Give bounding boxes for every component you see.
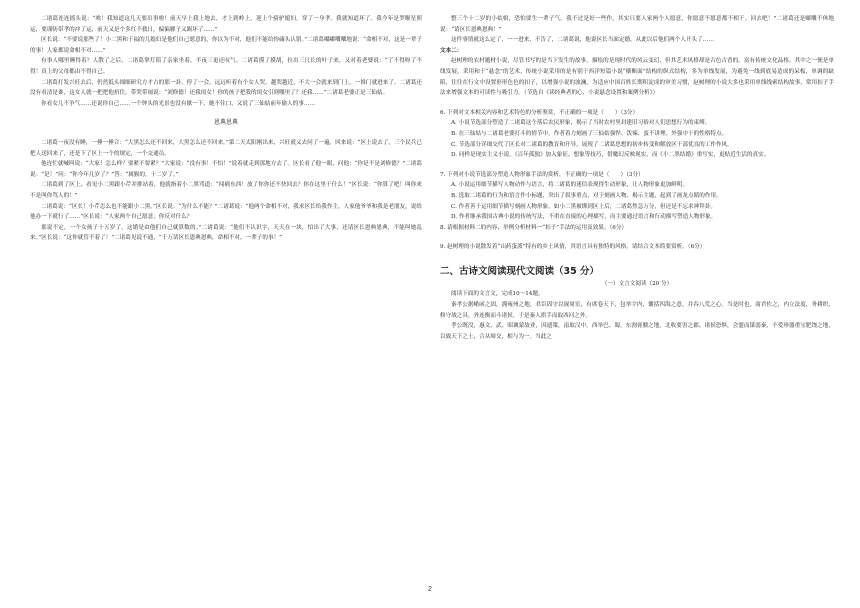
story-paragraph: 这件事情就这么定了，一一进来，不告了，二诸葛说，他说区长当面定婚，从此以后他们两个人开头了……	[451, 37, 714, 44]
story-paragraph: 你看女儿不争气……还说你自己……一个钟头的光景也没有歇一下，她不住口，又说了三仙姑前年偷人的事……	[41, 100, 316, 107]
material-label: 文本二：	[440, 47, 463, 54]
story-paragraph: 整三个十二岁的小姑娘，恐怕要生一辈子气。我不过是好一些作，其实只要人家两个人愿意，你愿意不愿意都不相干。回去吧！”二诸葛还是嘟囔不休地说：“请区长恩典恩典！”	[440, 16, 834, 33]
spacer	[440, 161, 834, 170]
story-paragraph: 二诸葛到了区上，看见小二黑跟小芹并排站着，他就指着小二黑骂道：“闯祸东西！放了你你还不快回去？你在这里干什么！”区长说：“你算了吧！叫你来不是叫你骂人的！”	[30, 182, 422, 199]
spacer	[30, 129, 422, 138]
story-paragraph: 有事人哪里睡得着？人散了之后，二诸葛掌灯陪了亲家坐着，半夜三更还叹气。二诸葛摸了摸胡，拉出三尺长的叶子来，又对着老婆说：“了不得呀了不得！真上的父母都由不得自己。	[30, 58, 422, 75]
question-option: B. 选取二诸葛的行为和语言作小标题，突出了叙事重点，对于刻画人物、揭示主题，起到了画龙点睛的作用。	[451, 192, 722, 199]
question-option: D. 作者继承我国古典小说的传统写法，不重在直接的心理描写，而主要通过语言和行动描写塑造人物形象。	[451, 214, 717, 221]
story-paragraph: 区长说：“不要说那些了！小二黑和于福的儿媳妇是他们自己愿意的，你以为不对，他们不能给你磕头认错。”二诸葛嘟嘟囔囔地说：“命相不对，这是一辈子的事！人家都说命相不对……”	[30, 37, 422, 54]
question-stem: 7. 下列对小说节选部分塑造人物形象手法的赏析，不正确的一项是（ ）（3分）	[440, 171, 644, 178]
material-paragraph: 赵树理的农村题材小说，尽管书写的是当下发生的故事，描绘的是现时代的风云变幻，但其艺术风格却是古色古香的，富有传统文化品格。其中之一便是单线发展，采用和于“悬念”的艺术，传统小说采用的是有别于西洋短篇小说“横断面”结构的纵式结构，多为单线发展，为避免一线到底易造成的呆板，单调的缺陷，往往在行文中设置形形色色的扣子，以增强小说的波澜。为适应中国百姓长期积淀成的审美习惯，赵树理的小说大多也采用单线线索结构故事，常用扣子手法来增强文本的可读性与吸引力。（节选自《读经典者的心，小说悬念设置和案例分析》）	[440, 58, 834, 97]
story-paragraph: 二诸葛说：“区长！小芹怎么也不能跟小二黑。”区长说：“为什么不能？”二诸葛说：“他两个命相不对，我求区长给我作主，人家他爷爷和我是老朋友，说给他办一下就行了……”区长说：“人家两个自己愿意，你反对什么？	[30, 203, 422, 221]
question-stem: 9. 赵树理的小说散发着“山药蛋派”特有的乡土风情，其语言具有独特的风格。请结合文本简要赏析。（6分）	[440, 244, 706, 251]
question-option: A. 小说运用细节描写人物动作与语言，将二诸葛的迷信表现得生动形象，让人物形象更加鲜明。	[451, 182, 688, 189]
question-option: B. 在三仙姑与二诸葛老婆打斗的情节中，作者着力刻画了三仙姑强悍、泼辣、蛮不讲理、外强中干的性格特点。	[451, 130, 728, 137]
question-stem: 6. 下列对文本相关内容和艺术特色的分析鉴赏，不正确的一项是（ ）（3分）	[440, 109, 639, 116]
spacer	[30, 109, 422, 118]
question-option: A. 小说节选部分塑造了二诸葛这个落后农民形象，揭示了当时农村里封建旧习俗对人们思想行为的束缚。	[451, 120, 711, 127]
spacer	[440, 99, 834, 108]
page-number: 2	[428, 586, 432, 593]
story-paragraph: 他连忙就喊叫说：“大家！怎么样？要紧不要紧？”大家说：“没有事！不怕！”说着就走到那地方去了。区长看了他一眼，问他：“你是不是刘修德？”二诸葛说：“是！”问：“你今年几岁了？”答：“属猴的，十二岁了。”	[30, 161, 422, 178]
subsection-heading: （一）文言文阅读（20 分）	[601, 280, 673, 287]
left-column	[30, 14, 422, 244]
classical-paragraph: 秦孝公据崤函之固，拥雍州之地，君臣固守以窥周室，有席卷天下，包举宇内，囊括四海之意，并吞八荒之心。当是时也，商君佐之，内立法度，务耕织，修守战之具，外连衡而斗诸侯。于是秦人拱手而取西河之外。	[440, 302, 834, 319]
classical-paragraph: 孝公既没，惠文、武、昭襄蒙故业，因遗策，南取汉中，西举巴、蜀，东割膏腴之地，北收要害之郡。诸侯恐惧，会盟而谋弱秦，不爱珍器重宝肥饶之地，以致天下之士，合从缔交，相与为一。当此之	[440, 323, 834, 340]
section-subtitle: 恩典恩典	[213, 119, 238, 127]
question-option: C. 节选部分详细交代了区长对二诸葛的教育和开导，展现了二诸葛思想的初步转变和解放区干部优良的工作作风。	[451, 141, 733, 148]
spacer	[440, 253, 834, 262]
story-paragraph: 那说不定，一个女孩子十五岁了，这婚是由他们自己就算数的。”二诸葛说：“他们不认识字，天天在一块，怕出了大事，还请区长恩典恩典，不能叫她乱来。”区长说：“这你就管不着了！”二诸葛见说不通，“千万请区长恩典恩典，命相不对，一辈子的事！”	[30, 224, 422, 242]
spacer	[440, 233, 834, 242]
question-option: C. 作者善于运用细节描写刻画人物形象。如小二黑被绑到区上后，二诸葛焦急万分，但还是不忘求神拜卦。	[451, 203, 716, 210]
question-option: D. 同样是现实主义小说，《百年孤独》加入象征、想象等技巧，借魔幻反映现实，而《小二黑结婚》重写实，更贴近生活的真实。	[451, 152, 770, 159]
story-paragraph: 二诸葛一夜没有睡，一捶一捶合：“大黑怎么还不回来，大黑怎么还不回来。”第二天太阳刚出来，兴旺就又去问了一遍，回来说：“区上说去了，三个民兵已把人送回来了，还是下了区上一个的规定，一个交通员。	[30, 139, 422, 157]
story-paragraph: 二诸葛打发兴旺去后，仍然低头细细研究方才占的那一卦。停了一会，远远听着有个女人哭，越哭越近，不大一会就来到门上，一推门就进来了。二诸葛还没有看清是谁，这女人就一把把他扭住，带哭带闹说：“刘修德！还我闺女！你的孩子把我的闺女引到哪里了？还我……”二诸葛老婆正是三仙姑。	[30, 79, 422, 97]
instruction-text: 阅读下面的文言文，完成10～14题。	[451, 291, 544, 298]
story-paragraph: 二诸葛连连摇头说：“唉！我知道这几天要出事啦！前天早上我上地去，才上到岭上，迎上个骑驴媳妇，穿了一身孝。我就知道坏了。我今年是罗睺星照运，要谨防带孝的冲了运，前天又是个多红不救日，偏偏骡子又踢坏了……”	[30, 16, 422, 33]
right-column	[440, 14, 834, 342]
question-stem: 8. 请根据材料二的内容，举例分析材料一“扣子”手法的运用及效果。（6分）	[440, 224, 628, 231]
section-heading: 二、古诗文阅读现代文阅读（35 分）	[440, 265, 600, 277]
